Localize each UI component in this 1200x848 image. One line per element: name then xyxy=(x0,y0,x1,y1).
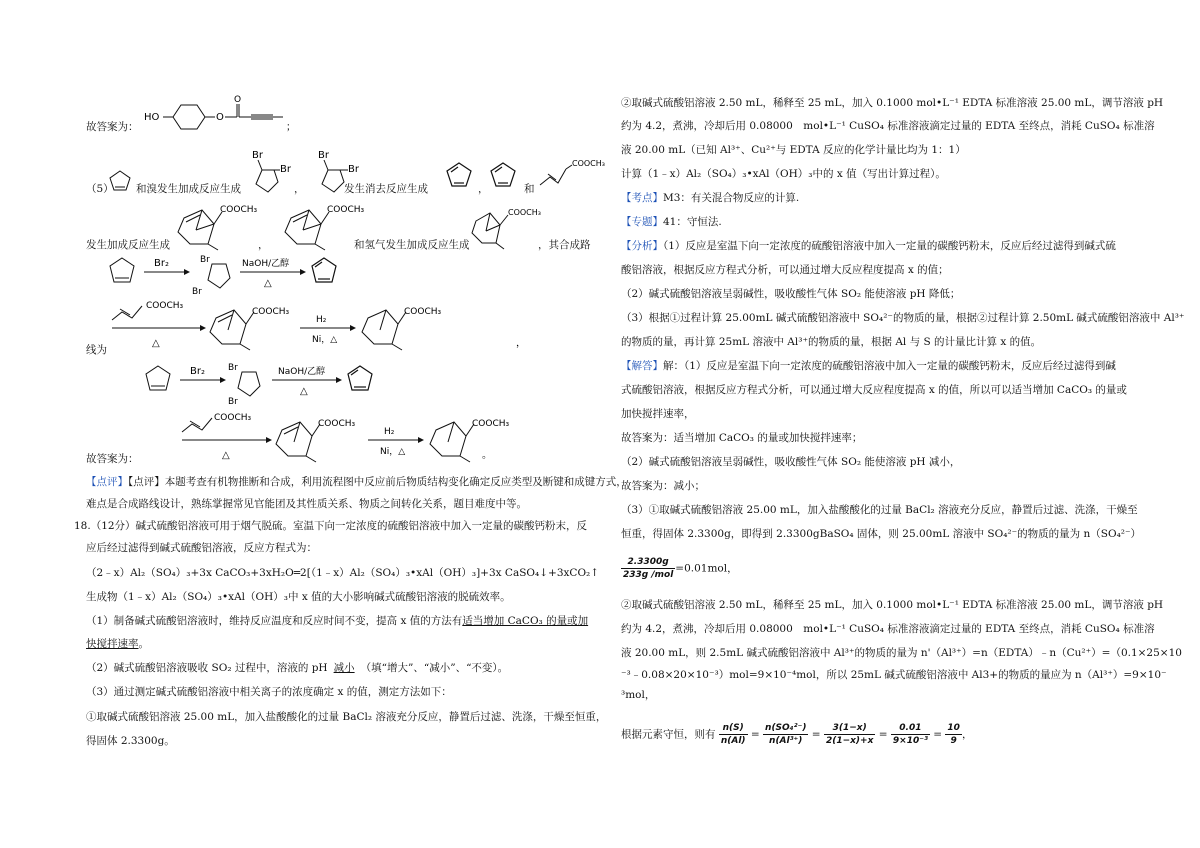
item-5-label: （5） xyxy=(86,183,114,195)
svg-text:COOCH₃: COOCH₃ xyxy=(220,205,258,215)
synthesis-route-1 xyxy=(106,252,566,362)
svg-text:NaOH/乙醇: NaOH/乙醇 xyxy=(242,259,290,269)
reaction-equation: （2﹣x）Al₂（SO₄）₃+3x CaCO₃+3xH₂O═2[（1﹣x）Al₂（SO₄）₃•xAl（OH）₃]+3x CaSO₄↓+3xCO₂↑ xyxy=(86,567,600,579)
svg-text:Br₂: Br₂ xyxy=(190,366,205,377)
question-18-line-1: 18.（12分）碱式硫酸铝溶液可用于烟气脱硫。室温下向一定浓度的硫酸铝溶液中加入一定量的碳酸钙粉末，反 xyxy=(74,520,588,532)
answer-label-2: 故答案为： xyxy=(86,453,139,465)
svg-text:△: △ xyxy=(152,338,160,349)
svg-text:COOCH₃: COOCH₃ xyxy=(327,205,365,215)
comma-2: ， xyxy=(478,183,489,195)
jieda-line-3: 加快搅拌速率， xyxy=(621,408,695,420)
svg-text:Br: Br xyxy=(252,150,263,161)
structure-ho-phenyl-propiolate xyxy=(141,92,341,132)
review-line-2: 难点是合成路线设计，熟练掌握常见官能团及其性质关系、物质之间转化关系，题目难度中等。 xyxy=(86,498,527,510)
text-addition: 发生加成反应生成 xyxy=(86,239,170,251)
jieda-line-5: （3）①取碱式硫酸铝溶液 25.00 mL，加入盐酸酸化的过量 BaCl₂ 溶液充分反应，静置后过滤、洗涤，干燥至 xyxy=(621,504,1138,516)
step2-line-3: 液 20.00 mL（已知 Al³⁺、Cu²⁺与 EDTA 反应的化学计量比均为 1：1） xyxy=(621,144,966,156)
cyclopentadiene-icon-2 xyxy=(488,160,518,190)
step1-line-2: 得固体 2.3300g。 xyxy=(86,735,175,747)
ratio-frac-4: $\frac{0.01}{\text{9×10⁻³}}$ xyxy=(892,723,928,746)
svg-text:COOCH₃: COOCH₃ xyxy=(146,301,184,311)
svg-text:COOCH₃: COOCH₃ xyxy=(572,159,605,168)
svg-text:Br: Br xyxy=(228,397,238,407)
svg-text:Ni，△: Ni，△ xyxy=(380,447,406,457)
jieda-line-1: 【解答】解：（1）反应是室温下向一定浓度的硫酸铝溶液中加入一定量的碳酸钙粉末，反应后经过滤得到碱 xyxy=(621,360,1116,372)
step2-line-1: ②取碱式硫酸铝溶液 2.50 mL，稀释至 25 mL，加入 0.1000 mol•L⁻¹ EDTA 标准溶液 25.00 mL，调节溶液 pH xyxy=(621,97,1164,109)
text-and: 和 xyxy=(524,183,535,195)
svg-text:COOCH₃: COOCH₃ xyxy=(252,307,290,317)
ratio-equation-line: 根据元素守恒，则有 $\frac{n(S)}{n(Al)}$ = $\frac{\text{n(SO₄²⁻)}}{\text{n(Al³⁺)}}$ = $\frac{3(1-x)}{2(1-x)+x}$ = $\frac{0.01}{\text{9×10⁻³}}$ = $\frac{10}{9}$ ， xyxy=(621,723,973,746)
answer-line-1: 故答案为：适当增加 CaCO₃ 的量或加快搅拌速率； xyxy=(621,432,863,444)
svg-text:COOCH₃: COOCH₃ xyxy=(214,413,252,423)
jieda-line-2: 式硫酸铝溶液，根据反应方程式分析，可以通过增大反应程度提高 x 的值，所以可以适当增加 CaCO₃ 的量或 xyxy=(621,384,1127,396)
svg-text:COOCH₃: COOCH₃ xyxy=(318,419,356,429)
question-18-line-2: 应后经过滤得到碱式硫酸铝溶液，反应方程式为： xyxy=(86,542,317,554)
q1-answer-part-1: 适当增加 CaCO₃ 的量或加 xyxy=(462,615,589,627)
fenxi-line-5: 的物质的量，再计算 25mL 溶液中 Al³⁺的物质的量，根据 Al 与 S 的计量比计算 x 的值。 xyxy=(621,336,1042,348)
kaodian-line: 【考点】M3：有关混合物反应的计算. xyxy=(621,192,800,204)
answer-label-1: 故答案为： xyxy=(86,121,139,133)
ratio-frac-2: $\frac{\text{n(SO₄²⁻)}}{\text{n(Al³⁺)}}$ xyxy=(765,723,807,746)
q3-line: （3）通过测定碱式硫酸铝溶液中相关离子的浓度确定 x 的值，测定方法如下： xyxy=(86,686,452,698)
jieda-line-7: ②取碱式硫酸铝溶液 2.50 mL，稀释至 25 mL，加入 0.1000 mol•L⁻¹ EDTA 标准溶液 25.00 mL，调节溶液 pH xyxy=(621,599,1164,611)
svg-text:△: △ xyxy=(300,386,308,397)
q1-line-2: 快搅拌速率。 xyxy=(86,638,149,650)
synthesis-route-2 xyxy=(142,360,562,470)
ratio-frac-1: $\frac{n(S)}{n(Al)}$ xyxy=(720,723,746,746)
mass-fraction: $\frac{2.3300g}{\text{233g /mol}}$ xyxy=(623,557,674,580)
text-hydrogenation: 和氢气发生加成反应生成 xyxy=(354,239,470,251)
text-elimination: 发生消去反应生成 xyxy=(344,183,428,195)
svg-text:COOCH₃: COOCH₃ xyxy=(472,419,510,429)
svg-text:COOCH₃: COOCH₃ xyxy=(508,208,541,217)
jieda-line-10: ⁻³﹣0.08×20×10⁻³）mol=9×10⁻⁴mol，所以 25mL 碱式硫酸铝溶液中 Al3+的物质的量应为 n（Al³⁺）=9×10⁻ xyxy=(621,669,1167,681)
ratio-frac-3: $\frac{3(1-x)}{2(1-x)+x}$ xyxy=(825,723,874,746)
zhuanti-label: 【专题】 xyxy=(621,216,663,228)
comma-1: ， xyxy=(294,183,305,195)
fenxi-label: 【分析】 xyxy=(621,240,663,252)
answer-line-2: 故答案为：减小； xyxy=(621,480,705,492)
fenxi-line-4: （3）根据①过程计算 25.00mL 碱式硫酸铝溶液中 SO₄²⁻的物质的量，根据②过程计算 2.50mL 碱式硫酸铝溶液中 Al³⁺ xyxy=(621,312,1185,324)
zhuanti-line: 【专题】41：守恒法. xyxy=(621,216,722,228)
svg-text:Br: Br xyxy=(280,164,291,175)
svg-text:H₂: H₂ xyxy=(384,427,395,437)
ho-label: HO xyxy=(144,112,160,123)
jieda-line-9: 液 20.00 mL，则 2.5mL 碱式硫酸铝溶液中 Al³⁺的物质的量为 n'（Al³⁺）=n（EDTA）﹣n（Cu²⁺）=（0.1×25×10 xyxy=(621,647,1182,659)
review-text-1: 【点评】本题考查有机物推断和合成，利用流程图中反应前后物质结构变化确定反应类型及断键和成键方式， xyxy=(128,476,627,488)
step2-line-2: 约为 4.2，煮沸，冷却后用 0.08000 mol•L⁻¹ CuSO₄ 标准溶液滴定过量的 EDTA 至终点，消耗 CuSO₄ 标准溶 xyxy=(621,120,1155,132)
fenxi-line-1: 【分析】（1）反应是室温下向一定浓度的硫酸铝溶液中加入一定量的碳酸钙粉末，反应后经过滤得到碱式硫 xyxy=(621,240,1116,252)
bicyclic-saturated-ester xyxy=(468,205,548,250)
svg-text:Br: Br xyxy=(348,164,359,175)
svg-text:H₂: H₂ xyxy=(316,315,327,325)
svg-text:COOCH₃: COOCH₃ xyxy=(404,307,442,317)
svg-text:。: 。 xyxy=(482,450,492,461)
fenxi-line-3: （2）碱式硫酸铝溶液呈弱碱性，吸收酸性气体 SO₂ 能使溶液 pH 降低； xyxy=(621,288,961,300)
review-prefix: 【点评】 xyxy=(86,476,128,488)
svg-text:Br₂: Br₂ xyxy=(154,258,169,269)
jieda-line-11: ³mol， xyxy=(621,689,656,701)
svg-text:Ni，△: Ni，△ xyxy=(312,335,338,345)
svg-text:Br: Br xyxy=(318,150,329,161)
svg-text:NaOH/乙醇: NaOH/乙醇 xyxy=(278,367,326,377)
comma-3: ， xyxy=(258,239,269,251)
text-route-prefix: ，其合成路 xyxy=(538,239,591,251)
svg-text:△: △ xyxy=(264,278,272,289)
x-value-note: 生成物（1﹣x）Al₂（SO₄）₃•xAl（OH）₃中 x 值的大小影响碱式硫酸铝溶液的脱硫效率。 xyxy=(86,591,511,603)
fenxi-line-2: 酸铝溶液，根据反应方程式分析，可以通过增大反应程度提高 x 的值； xyxy=(621,264,949,276)
text-route-suffix: 线为 xyxy=(86,344,107,356)
svg-text:Br: Br xyxy=(192,287,202,297)
ratio-frac-5: $\frac{10}{9}$ xyxy=(947,723,960,746)
q1-line-1: （1）制备碱式硫酸铝溶液时，维持反应温度和反应时间不变，提高 x 值的方法有适当增加 CaCO₃ 的量或加 xyxy=(86,615,589,627)
svg-text:，: ， xyxy=(516,338,526,349)
review-line-1 xyxy=(86,475,627,489)
q2-answer: 减小 xyxy=(333,662,355,674)
q2-line: （2）碱式硫酸铝溶液吸收 SO₂ 过程中，溶液的 pH 减小 （填“增大”、“减小”、“不变）。 xyxy=(86,662,509,674)
cyclopentadiene-icon-1 xyxy=(444,160,474,190)
kaodian-label: 【考点】 xyxy=(621,192,663,204)
jieda-line-4: （2）碱式硫酸铝溶液呈弱碱性，吸收酸性气体 SO₂ 能使溶液 pH 减小， xyxy=(621,456,961,468)
svg-text:Br: Br xyxy=(200,255,210,265)
carbonyl-o: O xyxy=(234,95,242,105)
semicolon: ； xyxy=(286,122,296,133)
q1-answer-part-2: 快搅拌速率 xyxy=(86,638,139,650)
fraction-line: $\frac{2.3300g}{\text{233g /mol}}$ =0.01mol， xyxy=(623,557,738,580)
butenone-ester-structure xyxy=(538,155,605,191)
dibromocyclopentane-a xyxy=(236,148,296,198)
step1-line-1: ①取碱式硫酸铝溶液 25.00 mL，加入盐酸酸化的过量 BaCl₂ 溶液充分反应，静置后过滤、洗涤，干燥至恒重， xyxy=(86,711,607,723)
text-bromine-addition: 和溴发生加成反应生成 xyxy=(136,183,241,195)
o-label: O xyxy=(216,112,224,123)
jieda-label: 【解答】 xyxy=(621,360,663,372)
svg-text:Br: Br xyxy=(228,363,238,373)
jieda-line-8: 约为 4.2，煮沸，冷却后用 0.08000 mol•L⁻¹ CuSO₄ 标准溶液滴定过量的 EDTA 至终点，消耗 CuSO₄ 标准溶 xyxy=(621,623,1155,635)
svg-text:△: △ xyxy=(222,450,230,461)
compute-x-line: 计算（1﹣x）Al₂（SO₄）₃•xAl（OH）₃中的 x 值（写出计算过程）。 xyxy=(621,168,946,180)
cyclopentene-icon xyxy=(108,168,132,194)
jieda-line-6: 恒重，得固体 2.3300g，即得到 2.3300gBaSO₄ 固体，则 25.00mL 溶液中 SO₄²⁻的物质的量为 n（SO₄²⁻） xyxy=(621,528,1142,540)
